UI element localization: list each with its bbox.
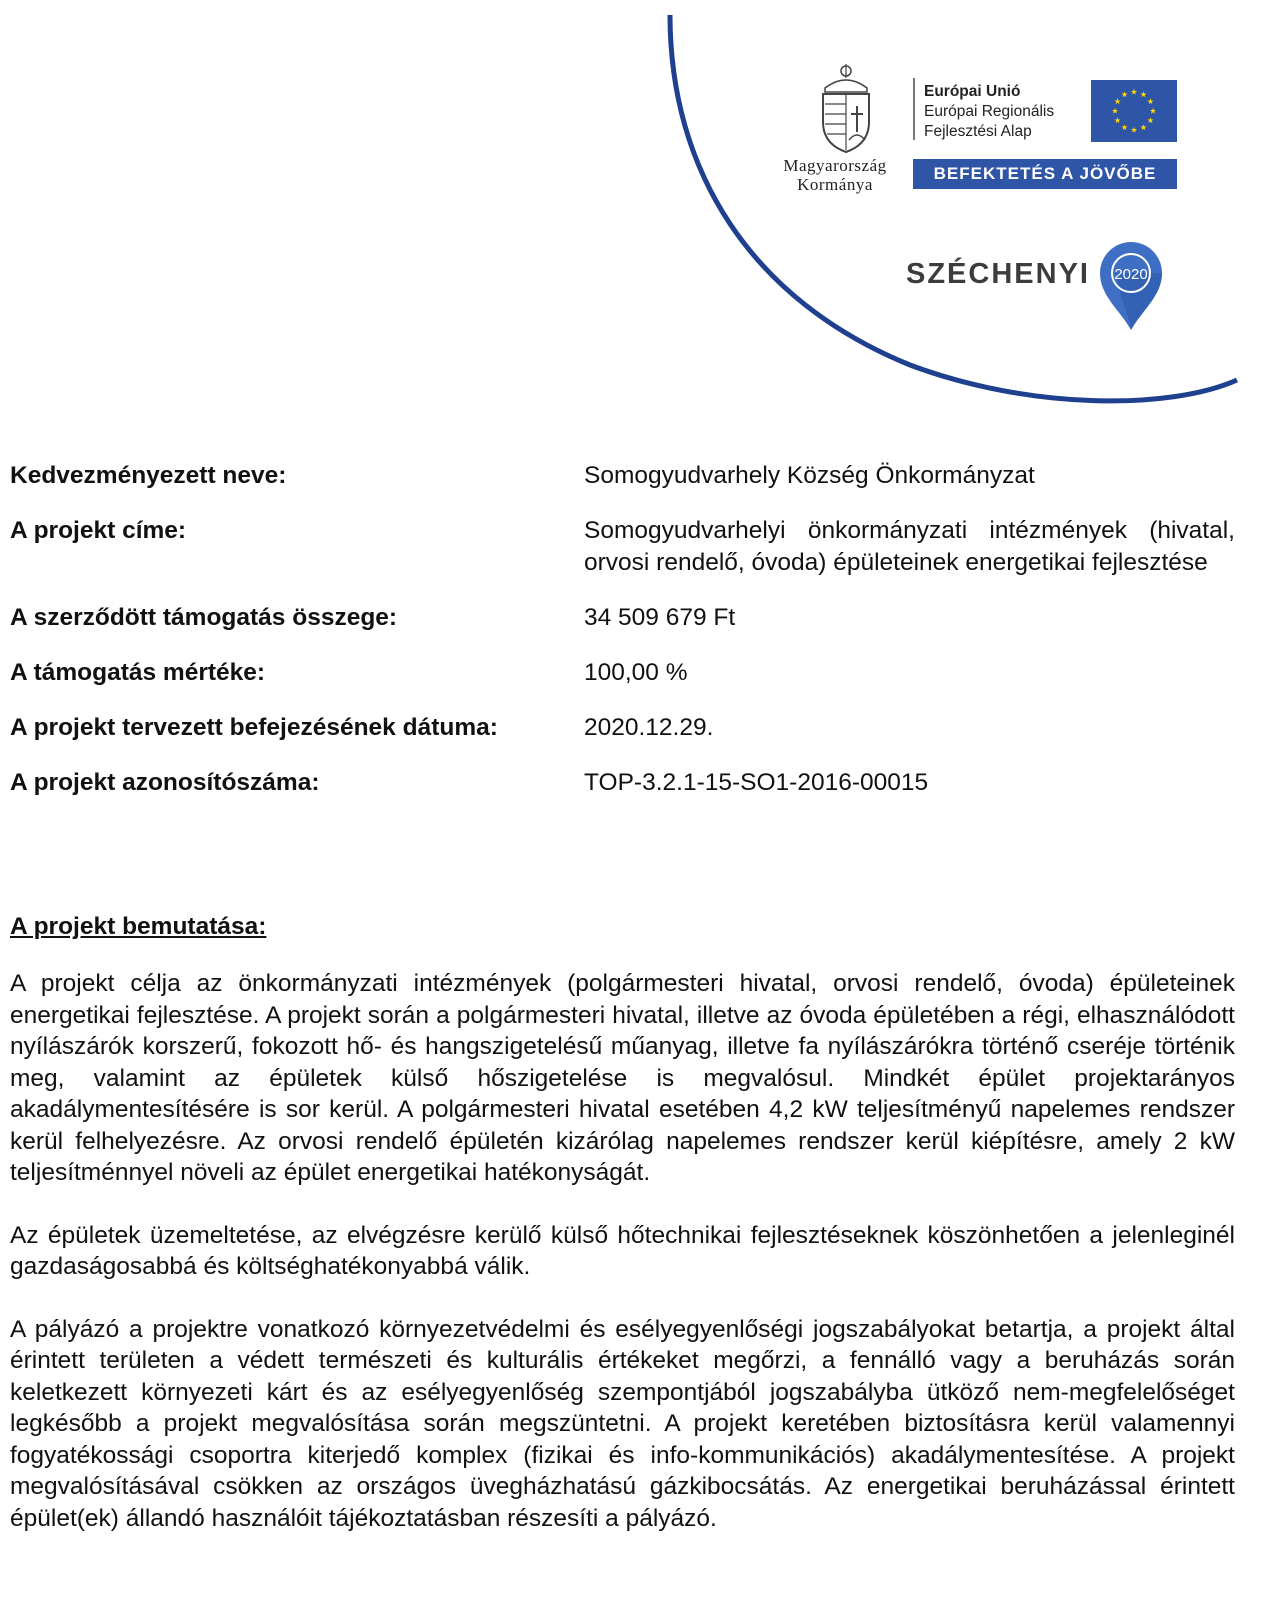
info-value: TOP-3.2.1-15-SO1-2016-00015: [584, 769, 929, 796]
info-row: [10, 460, 1235, 492]
info-row: [10, 515, 1235, 579]
government-name: [760, 156, 910, 194]
info-label: A támogatás mértéke:: [10, 659, 266, 686]
info-label: A projekt címe:: [10, 517, 187, 544]
invest-in-future-banner: BEFEKTETÉS A JÖVŐBE: [913, 159, 1177, 189]
project-description: [10, 968, 1235, 1565]
eu-fund-line2: Európai Regionális: [924, 103, 1055, 120]
decorative-arc: [610, 0, 1283, 445]
info-value: Somogyudvarhely Község Önkormányzat: [584, 462, 1035, 489]
info-label: A projekt tervezett befejezésének dátuma:: [10, 714, 498, 741]
info-row: [10, 767, 1235, 799]
info-row: [10, 712, 1235, 744]
szechenyi-logo-text: SZÉCHENYI: [906, 258, 1090, 290]
eu-flag-icon: [1091, 80, 1177, 142]
government-name-line2: Kormánya: [797, 175, 873, 194]
government-name-line1: Magyarország: [783, 156, 887, 175]
info-value: 2020.12.29.: [584, 714, 714, 741]
description-paragraph: Az épületek üzemeltetése, az elvégzésre kerülő külső hőtechnikai fejlesztéseknek köszönhetően a jelenleginél gazdaságosabbá és költséghatékonyabbá válik.: [10, 1221, 1235, 1280]
eu-fund-text: [924, 82, 1054, 142]
section-title: A projekt bemutatása:: [10, 913, 267, 940]
description-paragraph: A projekt célja az önkormányzati intézmények (polgármesteri hivatal, orvosi rendelő, óvoda) épületeinek energetikai fejlesztése. A projekt során a polgármesteri hivatal, illetve az óvoda épületében a régi, elhasználódott nyílászárók korszerű, fokozott hő- és hangszigetelésű műanyag, illetve fa nyílászárókra történő cseréje történik meg, valamint az épületek külső hőszigetelése is megvalósul. Mindkét épület projektarányos akadálymentesítésére is sor kerül. A polgármesteri hivatal esetében 4,2 kW teljesítményű napelemes rendszer kerül felhelyezésre. Az orvosi rendelő épületén kizárólag napelemes rendszer kerül kiépítésre, amely 2 kW teljesítménnyel növeli az épület energetikai hatékonyságát.: [10, 970, 1235, 1186]
project-info-table: [10, 460, 1235, 822]
info-label: Kedvezményezett neve:: [10, 462, 287, 489]
info-value: Somogyudvarhelyi önkormányzati intézmények (hivatal, orvosi rendelő, óvoda) épületeinek energetikai fejlesztése: [584, 517, 1235, 576]
szechenyi-2020-pin-icon: [1098, 240, 1164, 332]
hungarian-coat-of-arms-icon: [813, 62, 879, 154]
info-label: A szerződött támogatás összege:: [10, 604, 398, 631]
info-value: 34 509 679 Ft: [584, 604, 736, 631]
info-row: [10, 657, 1235, 689]
szechenyi-year: 2020: [1114, 266, 1148, 283]
info-label: A projekt azonosítószáma:: [10, 769, 320, 796]
info-value: 100,00 %: [584, 659, 688, 686]
eu-title: Európai Unió: [924, 83, 1021, 100]
eu-divider: [913, 78, 915, 140]
eu-fund-line3: Fejlesztési Alap: [924, 123, 1032, 140]
info-row: [10, 602, 1235, 634]
description-paragraph: A pályázó a projektre vonatkozó környezetvédelmi és esélyegyenlőségi jogszabályokat betartja, a projekt által érintett területen a védett természeti és kulturális értékeket megőrzi, a fennálló vagy a beruházás során keletkezett környezeti kárt és az esélyegyenlőség szempontjából jogszabályba ütköző nem-megfelelőséget legkésőbb a projekt megvalósítása során megszüntetni. A projekt keretében biztosításra kerül valamennyi fogyatékossági csoportra kiterjedő komplex (fizikai és info-kommunikációs) akadálymentesítése. A projekt megvalósításával csökken az országos üvegházhatású gázkibocsátás. Az energetikai beruházással érintett épület(ek) állandó használóit tájékoztatásban részesíti a pályázó.: [10, 1315, 1235, 1532]
header-logos: [610, 0, 1283, 445]
